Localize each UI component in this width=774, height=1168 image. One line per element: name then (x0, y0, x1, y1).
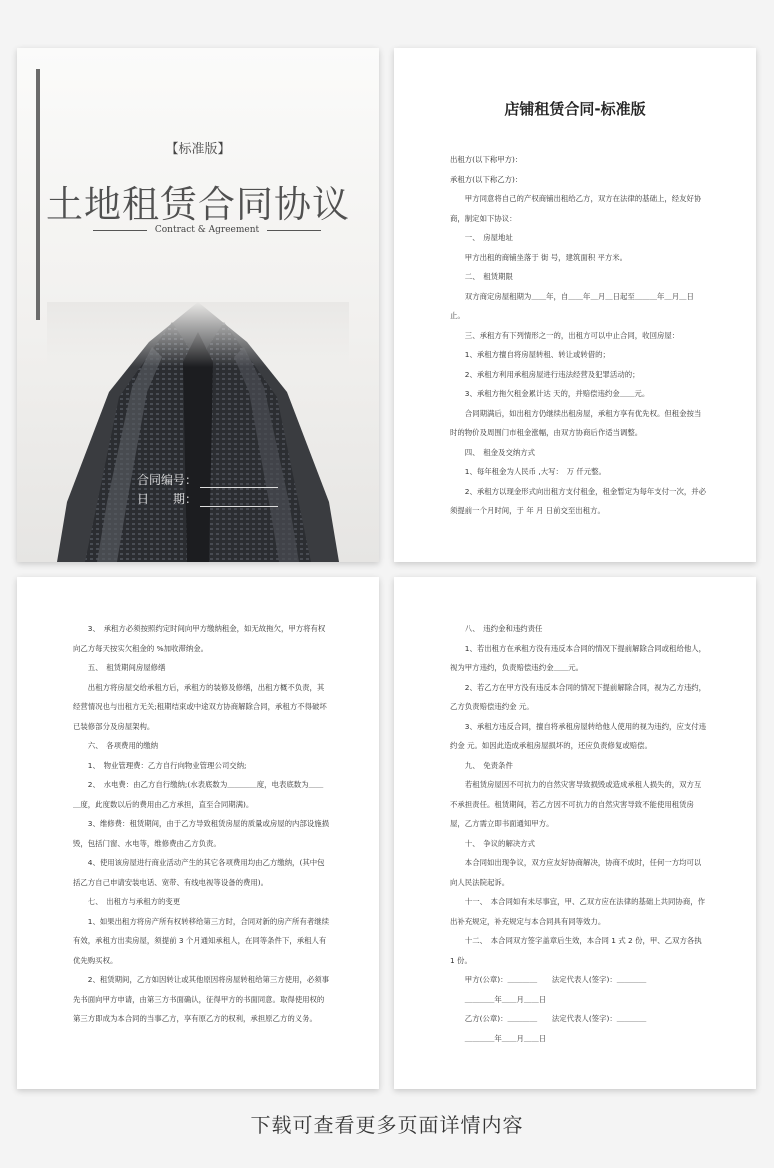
contract-page-2 (394, 48, 756, 562)
cover-title: 土地租赁合同协议 (46, 183, 350, 226)
paragraph: 1、承租方擅自将房屋转租、转让或转借的； (464, 350, 610, 359)
paragraph: 4、使用该房屋进行商业活动产生的其它各项费用均由乙方缴纳，(其中包括乙方自己申请安装电话、宽带、有线电视等设备的费用)。 (73, 858, 325, 887)
page4-body (450, 619, 706, 1048)
section-heading: 二、 租赁期限 (464, 272, 513, 281)
paragraph: 3、 承租方必须按照约定时间向甲方缴纳租金，如无故拖欠，甲方将有权向乙方每天按实欠租金的 %加收滞纳金。 (73, 624, 326, 653)
paragraph: 2、承租方以现金形式向出租方支付租金，租金暂定为每年支付一次，并必须提前一个月时间，于 年 月 日前交至出租方。 (450, 486, 707, 515)
page2-body (450, 150, 706, 521)
paragraph: 1、如果出租方将房产所有权转移给第三方时，合同对新的房产所有者继续有效，承租方出卖房屋，须提前 3 个月通知承租人，在同等条件下，承租人有优先购买权。 (73, 916, 330, 965)
party-b-line: 承租方(以下称乙方)： (450, 174, 523, 184)
cover-tag: 【标准版】 (165, 142, 231, 157)
paragraph: 本合同如出现争议，双方应友好协商解决，协商不成时，任何一方均可以向人民法院起诉。 (450, 858, 702, 887)
signature-date-b: ＿＿＿＿年＿＿月＿＿日 (464, 1033, 547, 1043)
contract-number-underline (200, 476, 278, 488)
signature-party-b: 乙方(公章)：＿＿＿＿ 法定代表人(签字)：＿＿＿＿ (464, 1014, 647, 1023)
paragraph: 三、承租方有下列情形之一的，出租方可以中止合同，收回房屋： (464, 330, 680, 340)
section-heading: 六、 各项费用的缴纳 (87, 741, 159, 750)
paragraph: 十二、 本合同双方签字盖章后生效，本合同 1 式 2 份，甲、乙双方各执 1 份。 (450, 936, 702, 965)
paragraph: 3、承租方违反合同，擅自将承租房屋转给他人使用的视为违约，应支付违约金 元。如因此造成承租房屋损坏的，还应负责修复或赔偿。 (450, 721, 707, 750)
contract-number-label: 合同编号： (137, 473, 198, 487)
contract-number-field (137, 471, 278, 488)
paragraph: 合同期满后，如出租方仍继续出租房屋，承租方享有优先权。但租金按当时的物价及周围门市租金涨幅，由双方协商后作适当调整。 (450, 408, 702, 437)
cover-subtitle: Contract & Agreement (154, 225, 260, 235)
paragraph: 十一、 本合同如有未尽事宜，甲、乙双方应在法律的基础上共同协商，作出补充规定，补充规定与本合同具有同等效力。 (450, 897, 705, 926)
download-prompt: 下载可查看更多页面详情内容 (250, 1113, 524, 1137)
paragraph: 3、承租方拖欠租金累计达 天的，并赔偿违约金＿＿元。 (464, 389, 650, 398)
section-heading: 八、 违约金和违约责任 (464, 624, 543, 633)
paragraph: 1、若出租方在承租方没有违反本合同的情况下提前解除合同或租给他人，视为甲方违约，负责赔偿违约金＿＿元。 (450, 643, 707, 672)
paragraph: 双方商定房屋租期为＿＿年，自＿＿年＿月＿日起至＿＿＿年＿月＿日止。 (450, 291, 694, 320)
cover-subtitle-row (93, 222, 321, 238)
signature-date-a: ＿＿＿＿年＿＿月＿＿日 (464, 994, 547, 1004)
contract-title: 店铺租赁合同-标准版 (504, 100, 646, 118)
section-heading: 五、 租赁期间房屋修缮 (87, 663, 166, 672)
section-heading: 九、 免责条件 (464, 760, 513, 770)
paragraph: 1、 物业管理费：乙方自行向物业管理公司交纳; (87, 760, 247, 770)
subtitle-rule-left (93, 230, 147, 231)
paragraph: 甲方同意将自己的产权商铺出租给乙方，双方在法律的基础上，经友好协商，制定如下协议： (450, 194, 702, 223)
contract-page-4 (394, 577, 756, 1089)
page3-body (73, 619, 329, 1029)
paragraph: 3、维修费：租赁期间，由于乙方导致租赁房屋的质量或房屋的内部设施损毁，包括门窗、水电等，维修费由乙方负责。 (73, 819, 330, 848)
contract-page-3 (17, 577, 379, 1089)
subtitle-rule-right (267, 230, 321, 231)
party-a-line: 出租方(以下称甲方)： (450, 155, 523, 164)
paragraph: 若租赁房屋因不可抗力的自然灾害导致损毁或造成承租人损失的，双方互不承担责任。租赁期间，若乙方因不可抗力的自然灾害导致不能使用租赁房屋，乙方需立即书面通知甲方。 (450, 780, 702, 828)
date-label: 日 期： (137, 492, 198, 506)
paragraph: 2、承租方利用承租房屋进行违法经营及犯罪活动的； (464, 369, 640, 379)
paragraph: 2、租赁期间，乙方如因转让或其他原因将房屋转租给第三方使用，必须事先书面向甲方申请，由第三方书面确认，征得甲方的书面同意。取得使用权的第三方即成为本合同的当事乙方，享有原乙方的权利，承担原乙方的义务。 (73, 975, 330, 1023)
section-heading: 十、 争议的解决方式 (464, 838, 536, 848)
paragraph: 甲方出租的商铺坐落于 街 号，建筑面积 平方米。 (464, 252, 628, 262)
date-underline (200, 495, 278, 507)
paragraph: 1、每年租金为人民币 ,大写： 万 仟元整。 (464, 467, 606, 476)
paragraph: 出租方将房屋交给承租方后，承租方的装修及修缮，出租方概不负责，其经营情况也与出租方无关;租期结束或中途双方协商解除合同，承租方不得破坏已装修部分及房屋架构。 (73, 682, 327, 731)
paragraph: 2、若乙方在甲方没有违反本合同的情况下提前解除合同，视为乙方违约，乙方负责赔偿违约金 元。 (450, 682, 707, 711)
section-heading: 四、 租金及交纳方式 (464, 447, 536, 457)
cover-page (17, 48, 379, 562)
section-heading: 七、 出租方与承租方的变更 (87, 897, 181, 906)
date-field (137, 490, 278, 507)
signature-party-a: 甲方(公章)：＿＿＿＿ 法定代表人(签字)：＿＿＿＿ (464, 975, 647, 984)
skyscraper-image (47, 302, 349, 562)
paragraph: 2、 水电费：由乙方自行缴纳;(水表底数为＿＿＿＿度，电表底数为＿＿＿度，此度数以后的费用由乙方承担，直至合同期满)。 (73, 780, 324, 809)
section-heading: 一、 房屋地址 (464, 233, 513, 242)
